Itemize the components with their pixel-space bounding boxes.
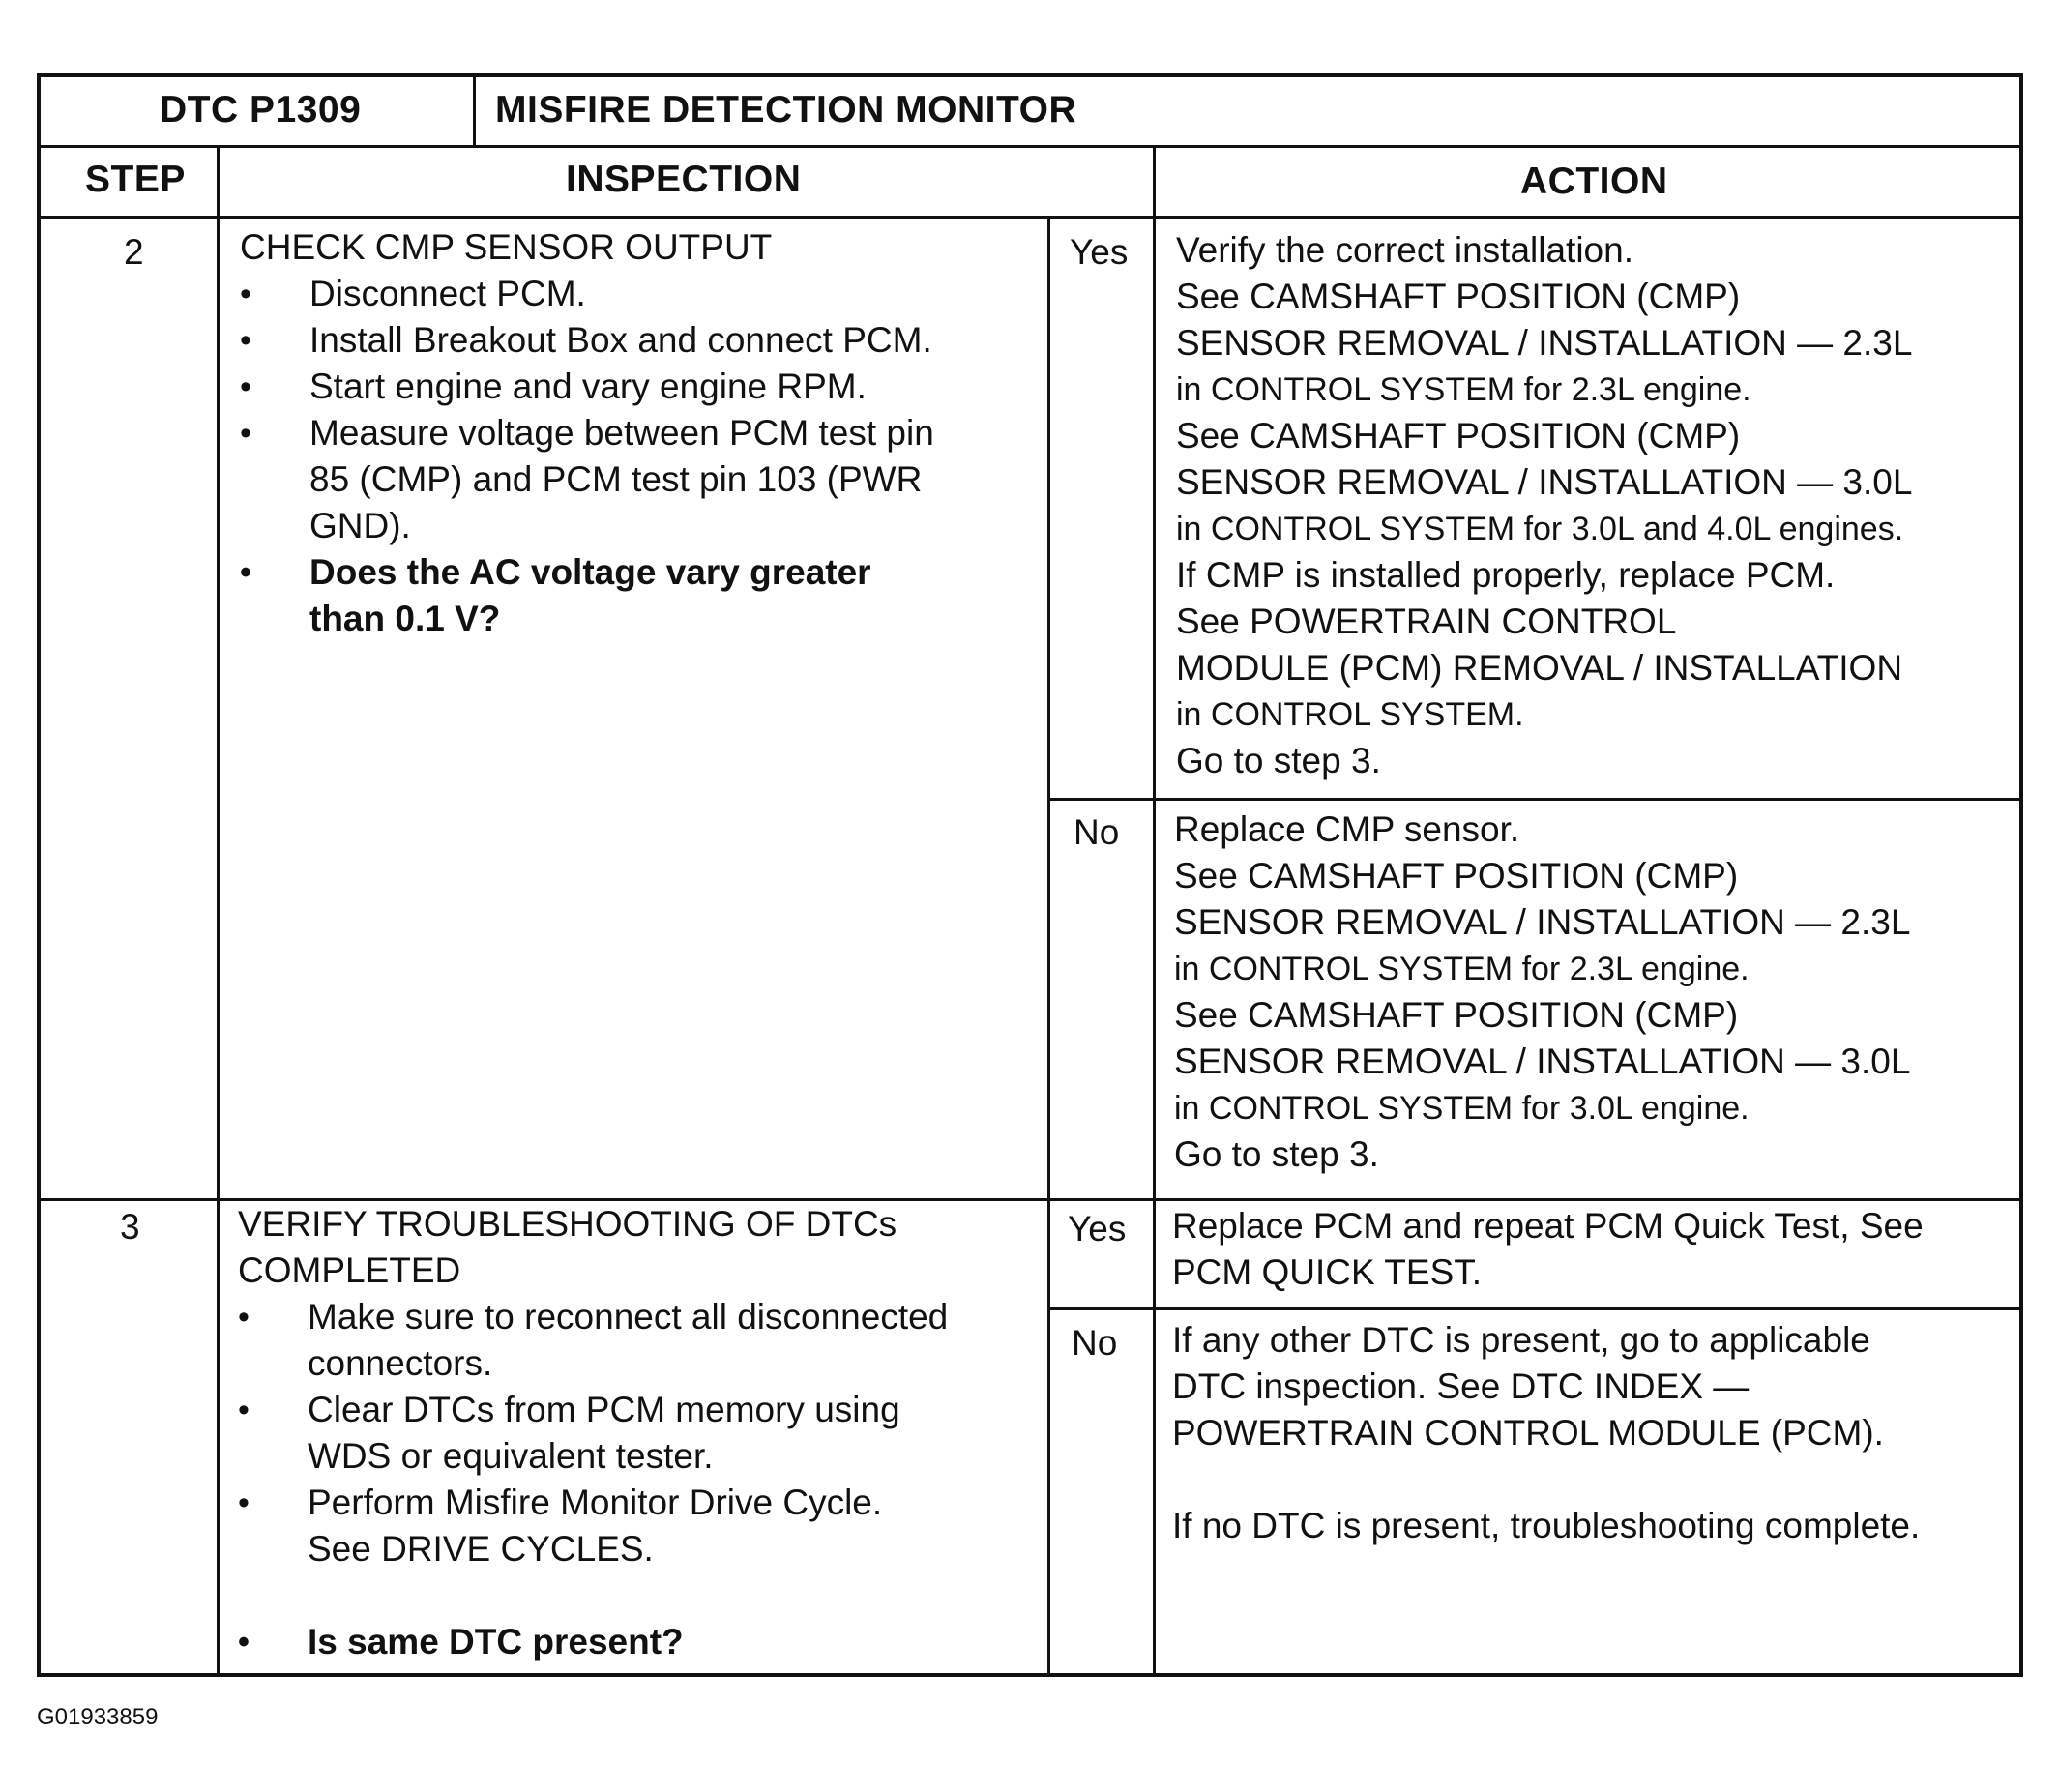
list-item: • Make sure to reconnect all disconnected connectors. [238, 1294, 948, 1387]
yes-label: Yes [1068, 1209, 1127, 1249]
rule-step2-yes-no [1047, 798, 2019, 801]
list-item: • Install Breakout Box and connect PCM. [240, 317, 934, 364]
page-title: MISFIRE DETECTION MONITOR [495, 89, 1077, 131]
no-action-cell: If any other DTC is present, go to applicable DTC inspection. See DTC INDEX — POWERTRAIN CONTROL MODULE (PCM). If no DTC is present, troubleshooting complete. [1172, 1320, 1921, 1545]
list-item: • Clear DTCs from PCM memory using WDS or equivalent tester. [238, 1387, 948, 1480]
yes-label: Yes [1070, 232, 1129, 272]
inspection-cell: VERIFY TROUBLESHOOTING OF DTCs COMPLETED • Make sure to reconnect all disconnected connectors. • Clear DTCs from PCM memory using WDS or equivalent tester. • Perform Misfire Monitor Drive Cycle. See DRIVE CYCLES. • Is same DTC present? [238, 1201, 948, 1665]
rule-step-col [217, 145, 220, 1673]
list-item: • Start engine and vary engine RPM. [240, 364, 934, 410]
rule-yesno-col [1047, 216, 1050, 1673]
inspection-steps-list [240, 271, 934, 642]
step-number: 2 [124, 232, 144, 272]
list-item: • Disconnect PCM. [240, 271, 934, 317]
no-label: No [1074, 812, 1120, 852]
list-item: • Perform Misfire Monitor Drive Cycle. See DRIVE CYCLES. [238, 1480, 948, 1572]
list-item: • Measure voltage between PCM test pin 85 (CMP) and PCM test pin 103 (PWR GND). [240, 410, 934, 549]
column-header-step: STEP [85, 159, 186, 200]
yes-action-cell: Replace PCM and repeat PCM Quick Test, See PCM QUICK TEST. [1172, 1206, 1924, 1292]
rule-header-bottom [41, 145, 2019, 148]
rule-header-divider [473, 77, 476, 145]
dtc-code: DTC P1309 [160, 89, 362, 131]
inspection-question: • Is same DTC present? [238, 1619, 948, 1665]
rule-step3-yes-no [1047, 1307, 2019, 1310]
dtc-table [37, 73, 2023, 1677]
yes-action-cell: Verify the correct installation. See CAMSHAFT POSITION (CMP) SENSOR REMOVAL / INSTALLATION — 2.3L in CONTROL SYSTEM for 2.3L engine. See CAMSHAFT POSITION (CMP) SENSOR REMOVAL / INSTALLATION — 3.0L in CONTROL SYSTEM for 3.0L and 4.0L engines. If CMP is installed properly, replace PCM. See POWERTRAIN CONTROL MODULE (PCM) REMOVAL / INSTALLATION in CONTROL SYSTEM. Go to step 3. [1176, 230, 1913, 780]
no-label: No [1072, 1323, 1118, 1363]
inspection-steps-list [238, 1294, 948, 1572]
figure-id: G01933859 [37, 1704, 159, 1730]
step-number: 3 [120, 1207, 140, 1247]
inspection-cell [240, 224, 934, 642]
inspection-title: VERIFY TROUBLESHOOTING OF DTCs [238, 1204, 897, 1244]
inspection-title: CHECK CMP SENSOR OUTPUT [240, 227, 773, 267]
no-action-cell: Replace CMP sensor. See CAMSHAFT POSITION (CMP) SENSOR REMOVAL / INSTALLATION — 2.3L in CONTROL SYSTEM for 2.3L engine. See CAMSHAFT POSITION (CMP) SENSOR REMOVAL / INSTALLATION — 3.0L in CONTROL SYSTEM for 3.0L engine. Go to step 3. [1174, 809, 1911, 1174]
column-header-inspection: INSPECTION [566, 159, 802, 200]
rule-action-col [1153, 145, 1156, 1673]
column-header-action: ACTION [1520, 161, 1668, 202]
inspection-question: • Does the AC voltage vary greater than 0.1 V? [240, 549, 934, 642]
rule-columns-bottom [41, 216, 2019, 219]
